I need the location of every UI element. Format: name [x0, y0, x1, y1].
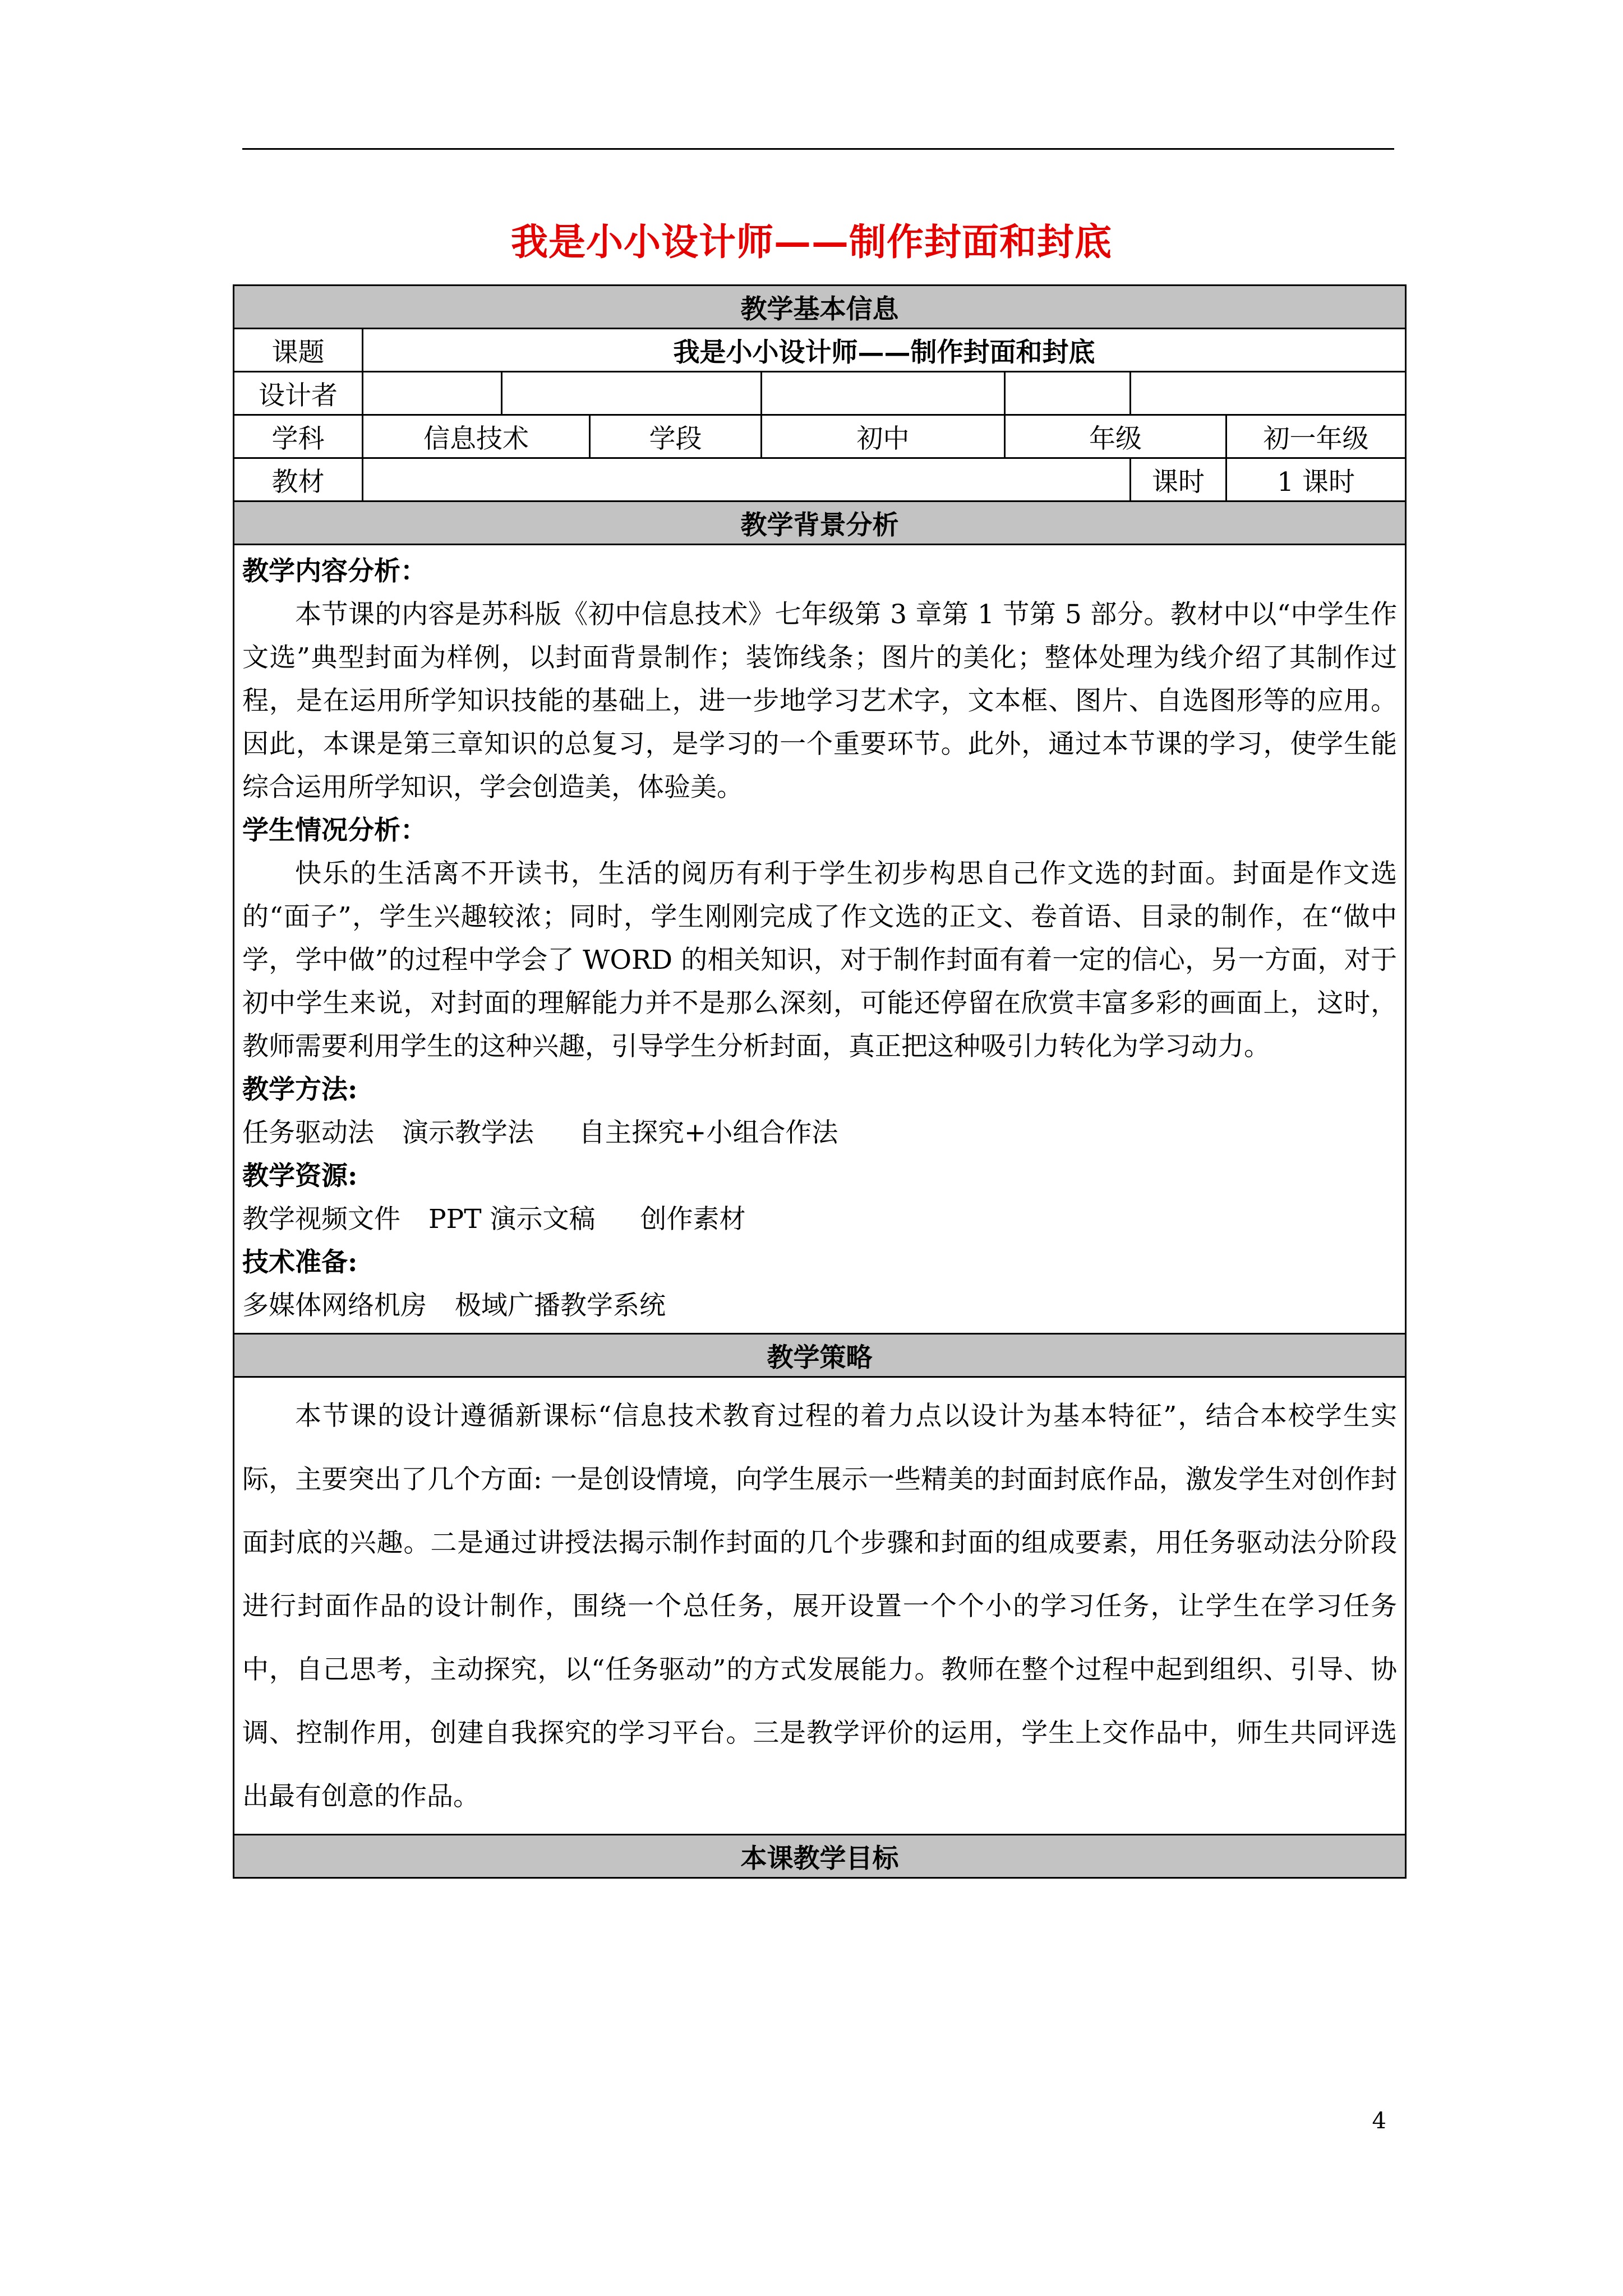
section-header-objectives: 本课教学目标: [234, 1835, 1406, 1878]
row-topic: [234, 329, 1406, 372]
row-subject: [234, 415, 1406, 458]
designer-cell-3: [762, 372, 1005, 415]
page-number: 4: [1372, 2108, 1386, 2134]
resource-item: 教学视频文件: [242, 1204, 400, 1235]
background-analysis-cell: [234, 545, 1406, 1334]
header-rule: [242, 148, 1394, 150]
resource-item: PPT 演示文稿: [428, 1204, 596, 1235]
strategy-text: 本节课的设计遵循新课标“信息技术教育过程的着力点以设计为基本特征”，结合本校学生实际，主要突出了几个方面: 一是创设情境，向学生展示一些精美的封面封底作品，激发学生对创作封面封底的兴趣。二是通过讲授法揭示制作封面的几个步骤和封面的组成要素，用任务驱动法分阶段进行封面作品的设计制作，围绕一个总任务，展开设置一个个小的学习任务，让学生在学习任务中，自己思考，主动探究，以“任务驱动”的方式发展能力。教师在整个过程中起到组织、引导、协调、控制作用，创建自我探究的学习平台。三是教学评价的运用，学生上交作品中，师生共同评选出最有创意的作品。: [242, 1401, 1398, 1812]
tech-heading: 技术准备:: [242, 1247, 358, 1278]
stage-label: 学段: [590, 415, 762, 458]
content-analysis-text: 本节课的内容是苏科版《初中信息技术》七年级第 3 章第 1 节第 5 部分。教材中以“中学生作文选”典型封面为样例，以封面背景制作；装饰线条；图片的美化；整体处理为线介绍了其制作过程，是在运用所学知识技能的基础上，进一步地学习艺术字，文本框、图片、自选图形等的应用。因此，本课是第三章知识的总复习，是学习的一个重要环节。此外，通过本节课的学习，使学生能综合运用所学知识，学会创造美，体验美。: [242, 599, 1398, 803]
hours-label: 课时: [1131, 458, 1227, 501]
subject-label: 学科: [234, 415, 363, 458]
method-item: 自主探究+小组合作法: [579, 1117, 838, 1148]
resource-item: 创作素材: [640, 1204, 746, 1235]
stage-value: 初中: [762, 415, 1005, 458]
subject-value: 信息技术: [363, 415, 590, 458]
designer-cell-2: [502, 372, 762, 415]
document-title: 我是小小设计师——制作封面和封底: [511, 220, 1112, 264]
lesson-plan-table: [233, 284, 1407, 1879]
topic-label: 课题: [234, 329, 363, 372]
designer-cell-4: [1005, 372, 1131, 415]
topic-value: 我是小小设计师——制作封面和封底: [363, 329, 1406, 372]
textbook-label: 教材: [234, 458, 363, 501]
designer-cell-1: [363, 372, 502, 415]
content-analysis-heading: 教学内容分析：: [242, 556, 427, 587]
hours-value: 1 课时: [1227, 458, 1406, 501]
section-header-strategy: 教学策略: [234, 1334, 1406, 1377]
designer-cell-5: [1131, 372, 1406, 415]
student-analysis-heading: 学生情况分析：: [242, 815, 427, 846]
designer-label: 设计者: [234, 372, 363, 415]
row-textbook: [234, 458, 1406, 501]
method-item: 演示教学法: [402, 1117, 534, 1148]
resource-heading: 教学资源:: [242, 1161, 358, 1191]
student-analysis-text: 快乐的生活离不开读书，生活的阅历有利于学生初步构思自己作文选的封面。封面是作文选的“面子”，学生兴趣较浓；同时，学生刚刚完成了作文选的正文、卷首语、目录的制作，在“做中学，学中做”的过程中学会了 WORD 的相关知识，对于制作封面有着一定的信心，另一方面，对于初中学生来说，对封面的理解能力并不是那么深刻，可能还停留在欣赏丰富多彩的画面上，这时，教师需要利用学生的这种兴趣，引导学生分析封面，真正把这种吸引力转化为学习动力。: [242, 858, 1398, 1062]
tech-item: 多媒体网络机房: [242, 1290, 427, 1321]
grade-value: 初一年级: [1227, 415, 1406, 458]
method-item: 任务驱动法: [242, 1117, 374, 1148]
section-header-background: 教学背景分析: [234, 501, 1406, 545]
row-designer: [234, 372, 1406, 415]
tech-item: 极域广播教学系统: [455, 1290, 666, 1321]
tech-list: [242, 1284, 1397, 1327]
method-list: [242, 1111, 1397, 1154]
textbook-value: [363, 458, 1131, 501]
resource-list: [242, 1198, 1397, 1241]
strategy-cell: [234, 1377, 1406, 1835]
grade-label: 年级: [1005, 415, 1227, 458]
method-heading: 教学方法:: [242, 1074, 358, 1105]
section-header-basic-info: 教学基本信息: [234, 286, 1406, 329]
